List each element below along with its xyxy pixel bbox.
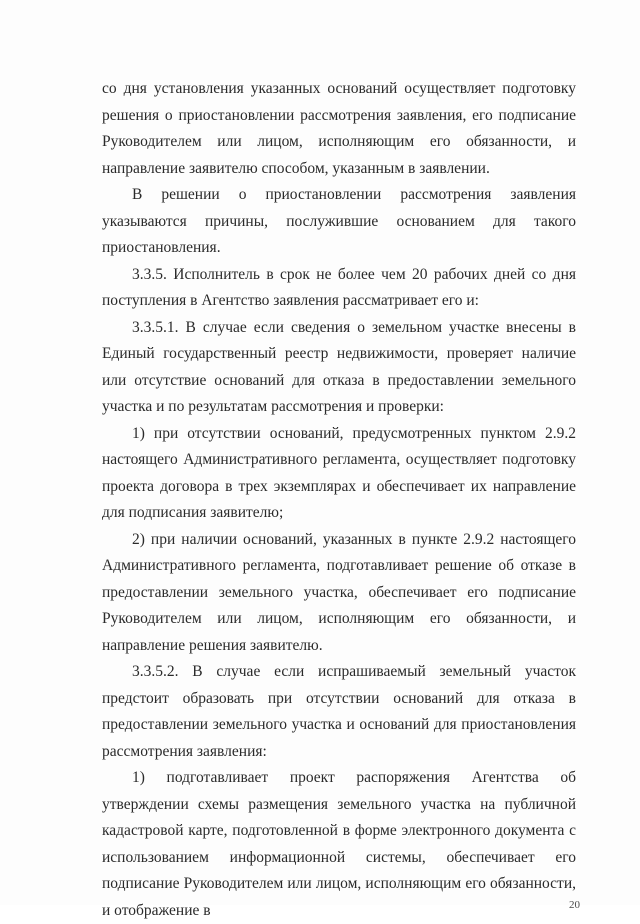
- paragraph: со дня установления указанных оснований осуществляет подготовку решения о приостановлении рассмотрения заявления, его подписание Руководителем или лицом, исполняющим его обязанности, и направление заявителю способом, указанным в заявлении.: [102, 80, 576, 177]
- paragraph: 3.3.5. Исполнитель в срок не более чем 20 рабочих дней со дня поступления в Агентство заявления рассматривает его и:: [102, 265, 576, 309]
- paragraph: 3.3.5.2. В случае если испрашиваемый земельный участок предстоит образовать при отсутствии оснований для отказа в предоставлении земельного участка и оснований для приостановления рассмотрения заявления:: [102, 663, 576, 760]
- paragraph: В решении о приостановлении рассмотрения заявления указываются причины, послужившие основанием для такого приостановления.: [102, 186, 576, 256]
- page-number: 20: [569, 899, 580, 911]
- document-body: [102, 76, 576, 924]
- paragraph: 2) при наличии оснований, указанных в пункте 2.9.2 настоящего Административного регламента, подготавливает решение об отказе в предоставлении земельного участка, обеспечивает его подписание Руководителем или лицом, исполняющим его обязанности, и направление решения заявителю.: [102, 530, 576, 654]
- paragraph: 3.3.5.1. В случае если сведения о земельном участке внесены в Единый государственный реестр недвижимости, проверяет наличие или отсутствие оснований для отказа в предоставлении земельного участка и по результатам рассмотрения и проверки:: [102, 318, 576, 415]
- paragraph: 1) при отсутствии оснований, предусмотренных пунктом 2.9.2 настоящего Административного регламента, осуществляет подготовку проекта договора в трех экземплярах и обеспечивает их направление для подписания заявителю;: [102, 424, 576, 521]
- paragraph: 1) подготавливает проект распоряжения Агентства об утверждении схемы размещения земельного участка на публичной кадастровой карте, подготовленной в форме электронного документа с использованием информационной системы, обеспечивает его подписание Руководителем или лицом, исполняющим его обязанности, и отображение в: [102, 769, 576, 919]
